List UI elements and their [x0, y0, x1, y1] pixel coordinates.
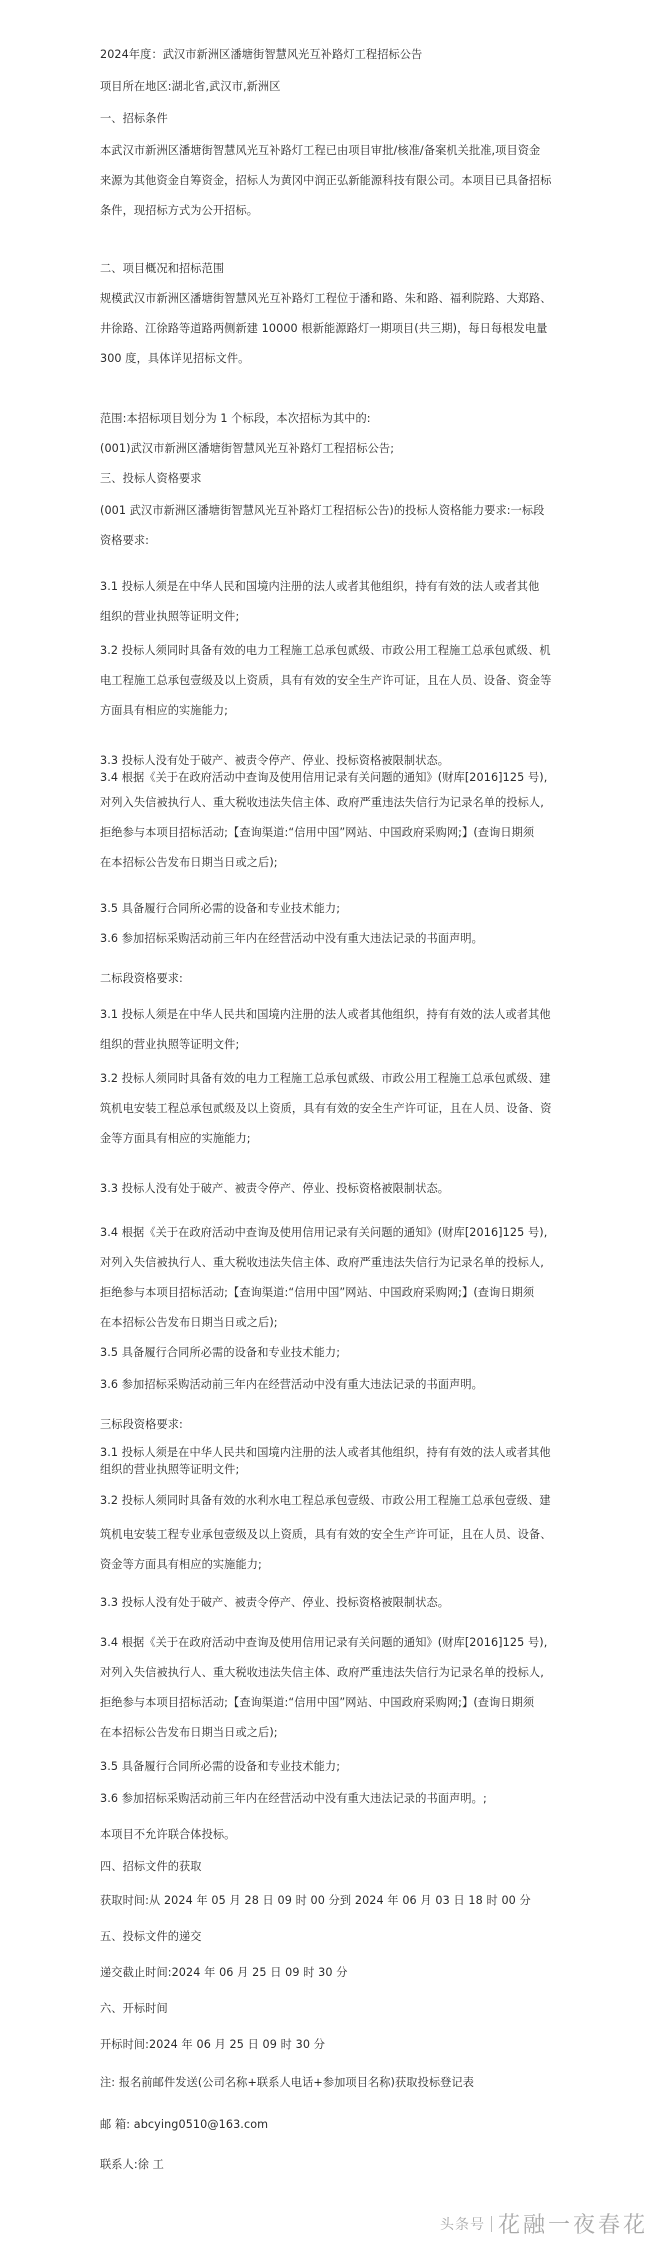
registration-note: 注: 报名前邮件发送(公司名称+联系人电话+参加项目名称)获取投标登记表 [100, 2076, 475, 2089]
section-2-lot: (001)武汉市新洲区潘塘街智慧风光互补路灯工程招标公告; [100, 442, 395, 455]
section-2-body: 规模武汉市新洲区潘塘街智慧风光互补路灯工程位于潘和路、朱和路、福利院路、大郑路、 井徐路、江徐路等道路两侧新建 10000 根新能源路灯一期项目(共三期)，每日每根发电量 300 度，具体详见招标文件。 [100, 292, 552, 365]
lot3-requirement-5: 3.5 具备履行合同所必需的设备和专业技术能力; [100, 1760, 341, 1773]
section-4-heading: 四、招标文件的获取 [100, 1860, 202, 1873]
watermark-author: 花融一夜春花 [497, 2213, 648, 2238]
lot2-requirement-6: 3.6 参加招标采购活动前三年内在经营活动中没有重大违法记录的书面声明。 [100, 1378, 483, 1391]
lot1-requirement-1: 3.1 投标人须是在中华人民和国境内注册的法人或者其他组织，持有有效的法人或者其他 组织的营业执照等证明文件; [100, 580, 540, 623]
section-2-scope: 范围:本招标项目划分为 1 个标段，本次招标为其中的: [100, 412, 371, 425]
lot3-requirement-6: 3.6 参加招标采购活动前三年内在经营活动中没有重大违法记录的书面声明。; [100, 1792, 487, 1805]
lot3-requirement-1: 3.1 投标人须是在中华人民共和国境内注册的法人或者其他组织，持有有效的法人或者其他 组织的营业执照等证明文件; [100, 1446, 551, 1476]
section-1-heading: 一、招标条件 [100, 112, 168, 125]
section-5-body: 递交截止时间:2024 年 06 月 25 日 09 时 30 分 [100, 1966, 348, 1979]
lot2-heading: 二标段资格要求: [100, 972, 183, 985]
contact-email: 邮 箱: abcying0510@163.com [100, 2118, 269, 2131]
section-3-intro: (001 武汉市新洲区潘塘街智慧风光互补路灯工程招标公告)的投标人资格能力要求:一标段 资格要求: [100, 504, 545, 547]
lot2-requirement-5: 3.5 具备履行合同所必需的设备和专业技术能力; [100, 1346, 341, 1359]
section-6-heading: 六、开标时间 [100, 2002, 168, 2015]
lot1-requirement-6: 3.6 参加招标采购活动前三年内在经营活动中没有重大违法记录的书面声明。 [100, 932, 483, 945]
lot3-requirement-4: 3.4 根据《关于在政府活动中查询及使用信用记录有关问题的通知》(财库[2016]125 号), 对列入失信被执行人、重大税收违法失信主体、政府严重违法失信行为记录名单的投标人, 拒绝参与本项目招标活动;【查询渠道:“信用中国”网站、中国政府采购网;】(查询日期须 在本招标公告发布日期当日或之后); [100, 1636, 548, 1739]
lot1-requirement-3: 3.3 投标人没有处于破产、被责令停产、停业、投标资格被限制状态。 3.4 根据《关于在政府活动中查询及使用信用记录有关问题的通知》(财库[2016]125 号), [100, 754, 548, 784]
lot1-requirement-2: 3.2 投标人须同时具备有效的电力工程施工总承包贰级、市政公用工程施工总承包贰级、机 电工程施工总承包壹级及以上资质，具有有效的安全生产许可证，且在人员、设备、资金等 方面具有相应的实施能力; [100, 644, 552, 717]
no-consortium-note: 本项目不允许联合体投标。 [100, 1828, 236, 1841]
lot1-requirement-4: 对列入失信被执行人、重大税收违法失信主体、政府严重违法失信行为记录名单的投标人, 拒绝参与本项目招标活动;【查询渠道:“信用中国”网站、中国政府采购网;】(查询日期须 在本招标公告发布日期当日或之后); [100, 796, 544, 869]
project-location: 项目所在地区:湖北省,武汉市,新洲区 [100, 80, 281, 93]
lot2-requirement-3: 3.3 投标人没有处于破产、被责令停产、停业、投标资格被限制状态。 [100, 1182, 450, 1195]
document-title: 2024年度：武汉市新洲区潘塘街智慧风光互补路灯工程招标公告 [100, 48, 423, 61]
section-1-body: 本武汉市新洲区潘塘街智慧风光互补路灯工程已由项目审批/核准/备案机关批准,项目资金 来源为其他资金自筹资金，招标人为黄冈中润正弘新能源科技有限公司。本项目已具备招标 条件，现招标方式为公开招标。 [100, 144, 552, 217]
lot2-requirement-2: 3.2 投标人须同时具备有效的电力工程施工总承包贰级、市政公用工程施工总承包贰级、建 筑机电安装工程总承包贰级及以上资质，具有有效的安全生产许可证，且在人员、设备、资 金等方面具有相应的实施能力; [100, 1072, 552, 1145]
lot3-requirement-3: 3.3 投标人没有处于破产、被责令停产、停业、投标资格被限制状态。 [100, 1596, 450, 1609]
lot3-requirement-2a: 3.2 投标人须同时具备有效的水利水电工程总承包壹级、市政公用工程施工总承包壹级、建 [100, 1494, 551, 1507]
lot2-requirement-4: 3.4 根据《关于在政府活动中查询及使用信用记录有关问题的通知》(财库[2016]125 号), 对列入失信被执行人、重大税收违法失信主体、政府严重违法失信行为记录名单的投标人, 拒绝参与本项目招标活动;【查询渠道:“信用中国”网站、中国政府采购网;】(查询日期须 在本招标公告发布日期当日或之后); [100, 1226, 548, 1329]
section-2-heading: 二、项目概况和招标范围 [100, 262, 225, 275]
section-4-body: 获取时间:从 2024 年 05 月 28 日 09 时 00 分到 2024 年 06 月 03 日 18 时 00 分 [100, 1894, 531, 1907]
watermark [440, 2208, 648, 2239]
watermark-logo: 头条号 [439, 2216, 485, 2233]
watermark-divider [491, 2216, 492, 2232]
contact-person: 联系人:徐 工 [100, 2158, 164, 2171]
section-6-body: 开标时间:2024 年 06 月 25 日 09 时 30 分 [100, 2038, 325, 2051]
lot1-requirement-5: 3.5 具备履行合同所必需的设备和专业技术能力; [100, 902, 341, 915]
lot2-requirement-1: 3.1 投标人须是在中华人民共和国境内注册的法人或者其他组织，持有有效的法人或者其他 组织的营业执照等证明文件; [100, 1008, 551, 1051]
lot3-heading: 三标段资格要求: [100, 1418, 183, 1431]
section-5-heading: 五、投标文件的递交 [100, 1930, 202, 1943]
lot3-requirement-2b: 筑机电安装工程专业承包壹级及以上资质，具有有效的安全生产许可证，且在人员、设备、 资金等方面具有相应的实施能力; [100, 1528, 552, 1571]
section-3-heading: 三、投标人资格要求 [100, 472, 202, 485]
